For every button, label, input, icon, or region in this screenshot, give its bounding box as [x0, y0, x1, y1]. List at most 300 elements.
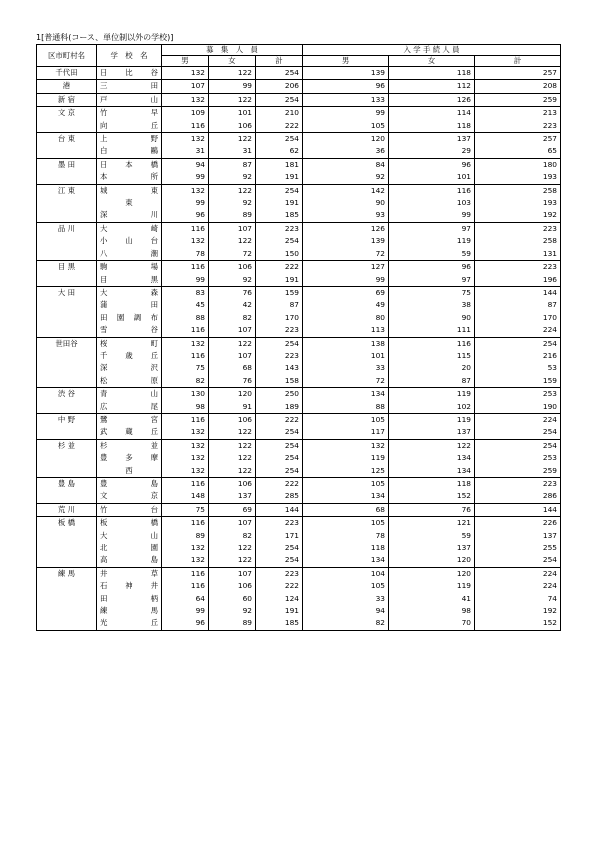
recruit-female-cell: 122	[209, 426, 256, 439]
school-name-char: 高	[100, 555, 108, 565]
recruit-female-cell: 76	[209, 286, 256, 299]
school-name-char: 宮	[150, 414, 158, 424]
applicants-total-cell: 253	[475, 452, 561, 464]
applicants-male-cell: 134	[303, 388, 389, 401]
applicants-total-cell: 254	[475, 554, 561, 567]
district-cell	[37, 350, 97, 362]
table-row	[37, 80, 561, 93]
school-name-char: 京	[150, 491, 158, 501]
applicants-male-cell: 132	[303, 439, 389, 452]
district-cell	[37, 452, 97, 464]
school-name-char: 日	[100, 68, 108, 77]
recruit-total-cell: 206	[256, 80, 303, 93]
recruit-male-cell: 82	[162, 375, 209, 388]
school-name-char: 三	[100, 81, 108, 91]
recruit-male-cell: 148	[162, 490, 209, 503]
school-name-char: 潮	[150, 248, 158, 258]
district-cell	[37, 580, 97, 592]
applicants-female-cell: 134	[389, 452, 475, 464]
applicants-male-cell: 96	[303, 80, 389, 93]
recruit-male-cell: 107	[162, 80, 209, 93]
recruit-female-cell: 99	[209, 80, 256, 93]
recruit-female-cell: 69	[209, 503, 256, 516]
recruit-male-cell: 89	[162, 530, 209, 542]
school-name-char: 黒	[150, 274, 158, 284]
applicants-total-cell: 224	[475, 413, 561, 426]
recruit-female-cell: 101	[209, 107, 256, 120]
applicants-total-cell: 254	[475, 426, 561, 439]
school-cell	[97, 452, 162, 464]
school-name-char: 柄	[150, 593, 158, 603]
school-name-char: 原	[150, 375, 158, 385]
applicants-male-cell: 49	[303, 299, 389, 311]
school-name-char: 摩	[150, 453, 158, 463]
school-cell	[97, 362, 162, 374]
header-district: 区市町村名	[37, 45, 97, 67]
applicants-total-cell: 257	[475, 67, 561, 80]
table-row	[37, 362, 561, 374]
recruit-total-cell: 254	[256, 235, 303, 247]
applicants-male-cell: 90	[303, 197, 389, 209]
school-cell	[97, 517, 162, 530]
school-name-char: 文	[100, 491, 108, 501]
table-row	[37, 248, 561, 261]
district-cell	[37, 375, 97, 388]
applicants-male-cell: 105	[303, 517, 389, 530]
header-recruit-male: 男	[162, 56, 209, 67]
applicants-total-cell: 213	[475, 107, 561, 120]
district-cell	[37, 324, 97, 337]
school-name-char: 島	[150, 555, 158, 565]
recruit-male-cell: 130	[162, 388, 209, 401]
recruit-female-cell: 122	[209, 439, 256, 452]
school-name-char: 板	[100, 518, 108, 528]
recruit-female-cell: 106	[209, 580, 256, 592]
school-cell	[97, 274, 162, 287]
applicants-female-cell: 118	[389, 67, 475, 80]
recruit-female-cell: 82	[209, 530, 256, 542]
district-cell: 台 東	[37, 133, 97, 146]
district-cell: 文 京	[37, 107, 97, 120]
applicants-male-cell: 120	[303, 133, 389, 146]
recruit-female-cell: 107	[209, 517, 256, 530]
table-row	[37, 261, 561, 274]
applicants-male-cell: 139	[303, 67, 389, 80]
table-row	[37, 67, 561, 80]
applicants-male-cell: 125	[303, 465, 389, 478]
applicants-female-cell: 70	[389, 617, 475, 630]
school-cell	[97, 93, 162, 106]
school-cell	[97, 530, 162, 542]
school-name-char: 東	[125, 198, 133, 208]
school-name-char: 大	[100, 530, 108, 540]
applicants-total-cell: 253	[475, 388, 561, 401]
recruit-female-cell: 107	[209, 350, 256, 362]
applicants-male-cell: 93	[303, 209, 389, 222]
district-cell: 江 東	[37, 184, 97, 197]
school-cell	[97, 375, 162, 388]
applicants-female-cell: 152	[389, 490, 475, 503]
applicants-male-cell: 104	[303, 567, 389, 580]
table-row	[37, 93, 561, 106]
applicants-female-cell: 118	[389, 120, 475, 133]
recruit-male-cell: 132	[162, 337, 209, 350]
school-name-char: 本	[125, 159, 133, 169]
school-name-char: 比	[125, 68, 133, 77]
enrollment-table	[36, 44, 561, 631]
school-name-char: 鷗	[150, 146, 158, 156]
applicants-male-cell: 134	[303, 490, 389, 503]
school-name-char: 東	[150, 185, 158, 195]
school-cell	[97, 184, 162, 197]
district-cell	[37, 465, 97, 478]
applicants-total-cell: 137	[475, 530, 561, 542]
school-name-char: 田	[100, 593, 108, 603]
applicants-female-cell: 41	[389, 593, 475, 605]
applicants-female-cell: 115	[389, 350, 475, 362]
applicants-total-cell: 190	[475, 401, 561, 414]
school-name-char: 豊	[100, 479, 108, 488]
table-row	[37, 554, 561, 567]
header-applicants-male: 男	[303, 56, 389, 67]
district-cell	[37, 299, 97, 311]
applicants-male-cell: 88	[303, 401, 389, 414]
applicants-male-cell: 68	[303, 503, 389, 516]
recruit-female-cell: 92	[209, 171, 256, 184]
recruit-female-cell: 91	[209, 401, 256, 414]
school-cell	[97, 222, 162, 235]
recruit-male-cell: 116	[162, 120, 209, 133]
school-name-char: 山	[150, 530, 158, 540]
school-name-char: 井	[100, 568, 108, 578]
school-name-char: 園	[150, 543, 158, 553]
school-name-char: 千	[100, 350, 108, 360]
school-name-char: 沢	[150, 363, 158, 373]
school-cell	[97, 490, 162, 503]
school-name-char: 鷺	[100, 414, 108, 424]
recruit-female-cell: 76	[209, 375, 256, 388]
table-row	[37, 605, 561, 617]
school-cell	[97, 478, 162, 491]
district-cell	[37, 248, 97, 261]
recruit-male-cell: 31	[162, 145, 209, 158]
applicants-female-cell: 116	[389, 184, 475, 197]
district-cell	[37, 426, 97, 439]
district-cell	[37, 593, 97, 605]
district-cell	[37, 362, 97, 374]
recruit-male-cell: 99	[162, 274, 209, 287]
recruit-total-cell: 250	[256, 388, 303, 401]
applicants-female-cell: 103	[389, 197, 475, 209]
applicants-female-cell: 111	[389, 324, 475, 337]
recruit-total-cell: 191	[256, 605, 303, 617]
applicants-total-cell: 259	[475, 93, 561, 106]
table-row	[37, 567, 561, 580]
applicants-total-cell: 74	[475, 593, 561, 605]
applicants-male-cell: 82	[303, 617, 389, 630]
applicants-total-cell: 224	[475, 324, 561, 337]
recruit-female-cell: 120	[209, 388, 256, 401]
applicants-total-cell: 131	[475, 248, 561, 261]
applicants-male-cell: 99	[303, 107, 389, 120]
applicants-male-cell: 105	[303, 580, 389, 592]
school-name-char: 並	[150, 440, 158, 450]
school-name-char: 日	[100, 159, 108, 169]
school-name-char: 川	[150, 210, 158, 220]
applicants-total-cell: 286	[475, 490, 561, 503]
table-row	[37, 401, 561, 414]
recruit-male-cell: 116	[162, 567, 209, 580]
school-cell	[97, 503, 162, 516]
applicants-female-cell: 96	[389, 261, 475, 274]
school-name-char: 駒	[100, 262, 108, 272]
district-cell: 杉 並	[37, 439, 97, 452]
recruit-total-cell: 171	[256, 530, 303, 542]
applicants-male-cell: 92	[303, 171, 389, 184]
applicants-female-cell: 118	[389, 478, 475, 491]
header-applicants-total: 計	[475, 56, 561, 67]
recruit-female-cell: 72	[209, 248, 256, 261]
school-name-char: 大	[100, 223, 108, 233]
school-name-char: 杉	[100, 440, 108, 450]
table-row	[37, 530, 561, 542]
school-name-char: 谷	[150, 325, 158, 335]
recruit-total-cell: 158	[256, 375, 303, 388]
district-cell: 中 野	[37, 413, 97, 426]
applicants-female-cell: 119	[389, 580, 475, 592]
recruit-total-cell: 254	[256, 67, 303, 80]
recruit-female-cell: 122	[209, 542, 256, 554]
applicants-female-cell: 59	[389, 530, 475, 542]
applicants-female-cell: 99	[389, 209, 475, 222]
recruit-male-cell: 116	[162, 478, 209, 491]
school-cell	[97, 248, 162, 261]
applicants-male-cell: 78	[303, 530, 389, 542]
applicants-male-cell: 117	[303, 426, 389, 439]
district-cell	[37, 530, 97, 542]
table-row	[37, 197, 561, 209]
district-cell	[37, 145, 97, 158]
district-cell: 大 田	[37, 286, 97, 299]
applicants-total-cell: 192	[475, 209, 561, 222]
district-cell: 千代田	[37, 67, 97, 80]
recruit-male-cell: 132	[162, 439, 209, 452]
applicants-total-cell: 180	[475, 158, 561, 171]
school-name-char: 戸	[100, 94, 108, 104]
school-name-char: 青	[100, 389, 108, 399]
school-name-char: 蒲	[100, 300, 108, 310]
recruit-male-cell: 109	[162, 107, 209, 120]
district-cell: 世田谷	[37, 337, 97, 350]
applicants-male-cell: 113	[303, 324, 389, 337]
school-name-char: 小	[100, 236, 108, 246]
school-name-char: 雪	[100, 325, 108, 335]
applicants-female-cell: 97	[389, 222, 475, 235]
school-name-char: 山	[150, 94, 158, 104]
school-name-char: 北	[100, 543, 108, 553]
applicants-male-cell: 33	[303, 362, 389, 374]
recruit-total-cell: 170	[256, 312, 303, 324]
school-name-char: 山	[150, 389, 158, 399]
school-name-char: 深	[100, 210, 108, 220]
applicants-male-cell: 133	[303, 93, 389, 106]
applicants-male-cell: 101	[303, 350, 389, 362]
school-name-char: 八	[100, 248, 108, 258]
school-cell	[97, 80, 162, 93]
applicants-total-cell: 144	[475, 286, 561, 299]
recruit-male-cell: 75	[162, 362, 209, 374]
applicants-female-cell: 87	[389, 375, 475, 388]
school-name-char: 丘	[150, 120, 158, 130]
applicants-female-cell: 122	[389, 439, 475, 452]
page-title: 1[普通科(コース、単位制以外の学校)]	[36, 33, 174, 42]
applicants-female-cell: 120	[389, 567, 475, 580]
recruit-male-cell: 132	[162, 133, 209, 146]
school-cell	[97, 388, 162, 401]
recruit-total-cell: 254	[256, 439, 303, 452]
table-row	[37, 580, 561, 592]
recruit-female-cell: 60	[209, 593, 256, 605]
recruit-total-cell: 191	[256, 171, 303, 184]
applicants-total-cell: 223	[475, 478, 561, 491]
recruit-female-cell: 92	[209, 197, 256, 209]
recruit-female-cell: 122	[209, 184, 256, 197]
recruit-total-cell: 254	[256, 184, 303, 197]
school-name-char: 大	[100, 287, 108, 297]
school-name-char: 尾	[150, 401, 158, 411]
applicants-female-cell: 120	[389, 554, 475, 567]
table-row	[37, 542, 561, 554]
district-cell: 荒 川	[37, 503, 97, 516]
table-row	[37, 274, 561, 287]
school-name-char: 城	[100, 185, 108, 195]
recruit-male-cell: 99	[162, 197, 209, 209]
applicants-male-cell: 105	[303, 413, 389, 426]
recruit-total-cell: 254	[256, 542, 303, 554]
school-name-char: 野	[150, 134, 158, 144]
applicants-female-cell: 112	[389, 80, 475, 93]
recruit-total-cell: 143	[256, 362, 303, 374]
district-cell: 豊 島	[37, 478, 97, 491]
applicants-male-cell: 94	[303, 605, 389, 617]
table-row	[37, 426, 561, 439]
recruit-male-cell: 88	[162, 312, 209, 324]
table-row	[37, 324, 561, 337]
applicants-total-cell: 87	[475, 299, 561, 311]
header-school: 学 校 名	[97, 45, 162, 67]
applicants-female-cell: 38	[389, 299, 475, 311]
table-row	[37, 312, 561, 324]
recruit-male-cell: 132	[162, 93, 209, 106]
applicants-male-cell: 72	[303, 248, 389, 261]
applicants-total-cell: 226	[475, 517, 561, 530]
applicants-total-cell: 193	[475, 197, 561, 209]
recruit-total-cell: 223	[256, 222, 303, 235]
table-row	[37, 413, 561, 426]
table-row	[37, 617, 561, 630]
applicants-male-cell: 126	[303, 222, 389, 235]
applicants-male-cell: 99	[303, 274, 389, 287]
recruit-total-cell: 185	[256, 209, 303, 222]
applicants-total-cell: 223	[475, 120, 561, 133]
applicants-male-cell: 134	[303, 554, 389, 567]
applicants-total-cell: 223	[475, 261, 561, 274]
recruit-female-cell: 89	[209, 617, 256, 630]
recruit-total-cell: 254	[256, 452, 303, 464]
recruit-total-cell: 223	[256, 567, 303, 580]
recruit-male-cell: 132	[162, 184, 209, 197]
recruit-male-cell: 116	[162, 350, 209, 362]
school-cell	[97, 542, 162, 554]
school-name-char: 松	[100, 375, 108, 385]
recruit-total-cell: 185	[256, 617, 303, 630]
applicants-female-cell: 137	[389, 542, 475, 554]
school-cell	[97, 439, 162, 452]
applicants-male-cell: 33	[303, 593, 389, 605]
recruit-male-cell: 96	[162, 209, 209, 222]
applicants-female-cell: 119	[389, 388, 475, 401]
applicants-female-cell: 97	[389, 274, 475, 287]
school-name-char: 石	[100, 581, 108, 591]
applicants-male-cell: 84	[303, 158, 389, 171]
school-cell	[97, 261, 162, 274]
recruit-total-cell: 191	[256, 274, 303, 287]
recruit-total-cell: 254	[256, 337, 303, 350]
school-name-char: 田	[150, 300, 158, 310]
applicants-male-cell: 118	[303, 542, 389, 554]
table-row	[37, 133, 561, 146]
applicants-male-cell: 36	[303, 145, 389, 158]
table-row	[37, 222, 561, 235]
applicants-female-cell: 121	[389, 517, 475, 530]
school-cell	[97, 593, 162, 605]
applicants-male-cell: 72	[303, 375, 389, 388]
recruit-female-cell: 106	[209, 478, 256, 491]
school-cell	[97, 133, 162, 146]
school-cell	[97, 413, 162, 426]
recruit-total-cell: 87	[256, 299, 303, 311]
school-cell	[97, 107, 162, 120]
school-cell	[97, 235, 162, 247]
applicants-total-cell: 159	[475, 375, 561, 388]
district-cell: 墨 田	[37, 158, 97, 171]
applicants-male-cell: 105	[303, 120, 389, 133]
school-name-char: 田	[100, 312, 108, 322]
school-cell	[97, 580, 162, 592]
school-name-char: 丘	[150, 427, 158, 437]
table-row	[37, 171, 561, 184]
recruit-male-cell: 99	[162, 605, 209, 617]
school-name-char: 竹	[100, 108, 108, 118]
district-cell	[37, 617, 97, 630]
school-name-char: 草	[150, 568, 158, 578]
applicants-total-cell: 224	[475, 580, 561, 592]
recruit-female-cell: 122	[209, 235, 256, 247]
district-cell: 練 馬	[37, 567, 97, 580]
school-name-char: 豊	[100, 453, 108, 463]
applicants-male-cell: 138	[303, 337, 389, 350]
school-name-char: 歳	[125, 350, 133, 360]
applicants-total-cell: 259	[475, 465, 561, 478]
table-row	[37, 517, 561, 530]
table-row	[37, 107, 561, 120]
table-row	[37, 337, 561, 350]
recruit-female-cell: 122	[209, 452, 256, 464]
header-recruit-female: 女	[209, 56, 256, 67]
applicants-female-cell: 29	[389, 145, 475, 158]
district-cell: 品 川	[37, 222, 97, 235]
district-cell	[37, 171, 97, 184]
